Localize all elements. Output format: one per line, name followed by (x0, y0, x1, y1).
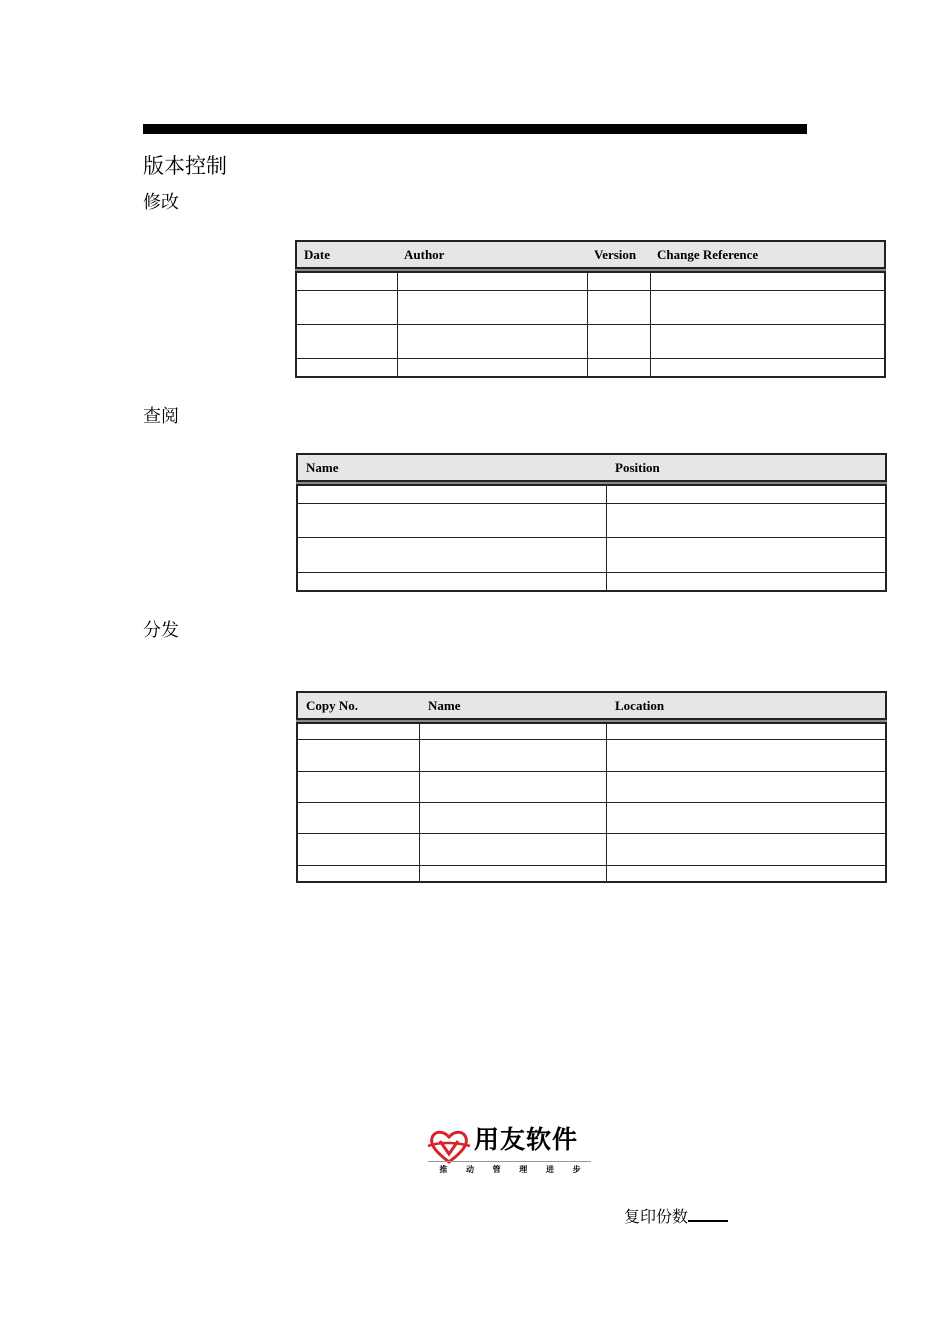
distribution-table (296, 691, 887, 883)
table-cell[interactable] (606, 834, 885, 865)
company-logo (424, 1122, 594, 1180)
section-heading-review: 查阅 (143, 406, 179, 427)
col-name: Name (306, 460, 339, 475)
table-row (298, 771, 885, 802)
table-row (298, 834, 885, 865)
table-row (297, 290, 884, 324)
table-cell[interactable] (298, 865, 419, 881)
table-cell[interactable] (298, 503, 606, 538)
review-table-header (296, 453, 887, 482)
table-cell[interactable] (587, 359, 650, 376)
table-cell[interactable] (606, 724, 885, 740)
slogan-char: 进 (545, 1165, 554, 1174)
table-cell[interactable] (606, 802, 885, 833)
table-cell[interactable] (606, 771, 885, 802)
copies-blank[interactable] (688, 1206, 728, 1222)
table-cell[interactable] (606, 740, 885, 771)
table-cell[interactable] (419, 740, 606, 771)
table-cell[interactable] (397, 359, 587, 376)
revision-table-header (295, 240, 886, 269)
table-cell[interactable] (297, 273, 397, 290)
section-heading-revision: 修改 (143, 192, 179, 213)
table-row (298, 503, 885, 538)
table-row (298, 802, 885, 833)
table-cell[interactable] (298, 834, 419, 865)
table-cell[interactable] (606, 503, 885, 538)
copies-count-field (624, 1204, 728, 1227)
table-cell[interactable] (587, 273, 650, 290)
table-row (298, 724, 885, 740)
slogan-char: 动 (465, 1165, 474, 1174)
table-cell[interactable] (297, 290, 397, 324)
logo-divider (428, 1161, 591, 1162)
page-title: 版本控制 (143, 154, 227, 178)
table-cell[interactable] (650, 359, 884, 376)
logo-wordmark: 用友软件 (474, 1125, 579, 1154)
table-cell[interactable] (298, 771, 419, 802)
col-name: Name (428, 698, 461, 713)
table-cell[interactable] (587, 324, 650, 358)
table-cell[interactable] (298, 486, 606, 503)
table-cell[interactable] (606, 486, 885, 503)
table-cell[interactable] (297, 359, 397, 376)
distribution-table-header (296, 691, 887, 720)
table-row (297, 359, 884, 376)
heart-logo-icon (426, 1126, 472, 1166)
col-copy-no: Copy No. (306, 698, 359, 713)
table-cell[interactable] (650, 324, 884, 358)
table-cell[interactable] (606, 865, 885, 881)
table-cell[interactable] (298, 740, 419, 771)
table-cell[interactable] (397, 273, 587, 290)
table-cell[interactable] (298, 802, 419, 833)
table-cell[interactable] (419, 771, 606, 802)
distribution-table-body (296, 722, 887, 883)
table-row (297, 273, 884, 290)
table-row (298, 486, 885, 503)
revision-table (295, 240, 886, 378)
section-heading-distribution: 分发 (143, 620, 179, 641)
review-table-body (296, 484, 887, 592)
table-row (298, 740, 885, 771)
col-location: Location (615, 698, 665, 713)
table-cell[interactable] (650, 273, 884, 290)
table-cell[interactable] (419, 724, 606, 740)
table-cell[interactable] (297, 324, 397, 358)
table-cell[interactable] (298, 573, 606, 590)
copies-label: 复印份数 (624, 1209, 689, 1226)
col-author: Author (404, 247, 445, 262)
slogan-char: 推 (439, 1165, 448, 1174)
revision-table-body (295, 271, 886, 378)
col-date: Date (304, 247, 330, 262)
table-cell[interactable] (650, 290, 884, 324)
table-row (298, 573, 885, 590)
table-cell[interactable] (397, 324, 587, 358)
table-cell[interactable] (606, 538, 885, 573)
table-cell[interactable] (298, 724, 419, 740)
table-cell[interactable] (298, 538, 606, 573)
col-position: Position (615, 460, 660, 475)
table-cell[interactable] (397, 290, 587, 324)
table-row (298, 538, 885, 573)
slogan-char: 管 (492, 1165, 501, 1174)
col-change-reference: Change Reference (657, 247, 759, 262)
top-rule (143, 124, 807, 134)
table-cell[interactable] (587, 290, 650, 324)
review-table (296, 453, 887, 592)
slogan-char: 理 (519, 1165, 528, 1174)
table-cell[interactable] (606, 573, 885, 590)
table-row (298, 865, 885, 881)
logo-slogan (430, 1164, 590, 1175)
col-version: Version (594, 247, 637, 262)
table-cell[interactable] (419, 834, 606, 865)
table-cell[interactable] (419, 865, 606, 881)
slogan-char: 步 (572, 1165, 581, 1174)
table-cell[interactable] (419, 802, 606, 833)
table-row (297, 324, 884, 358)
